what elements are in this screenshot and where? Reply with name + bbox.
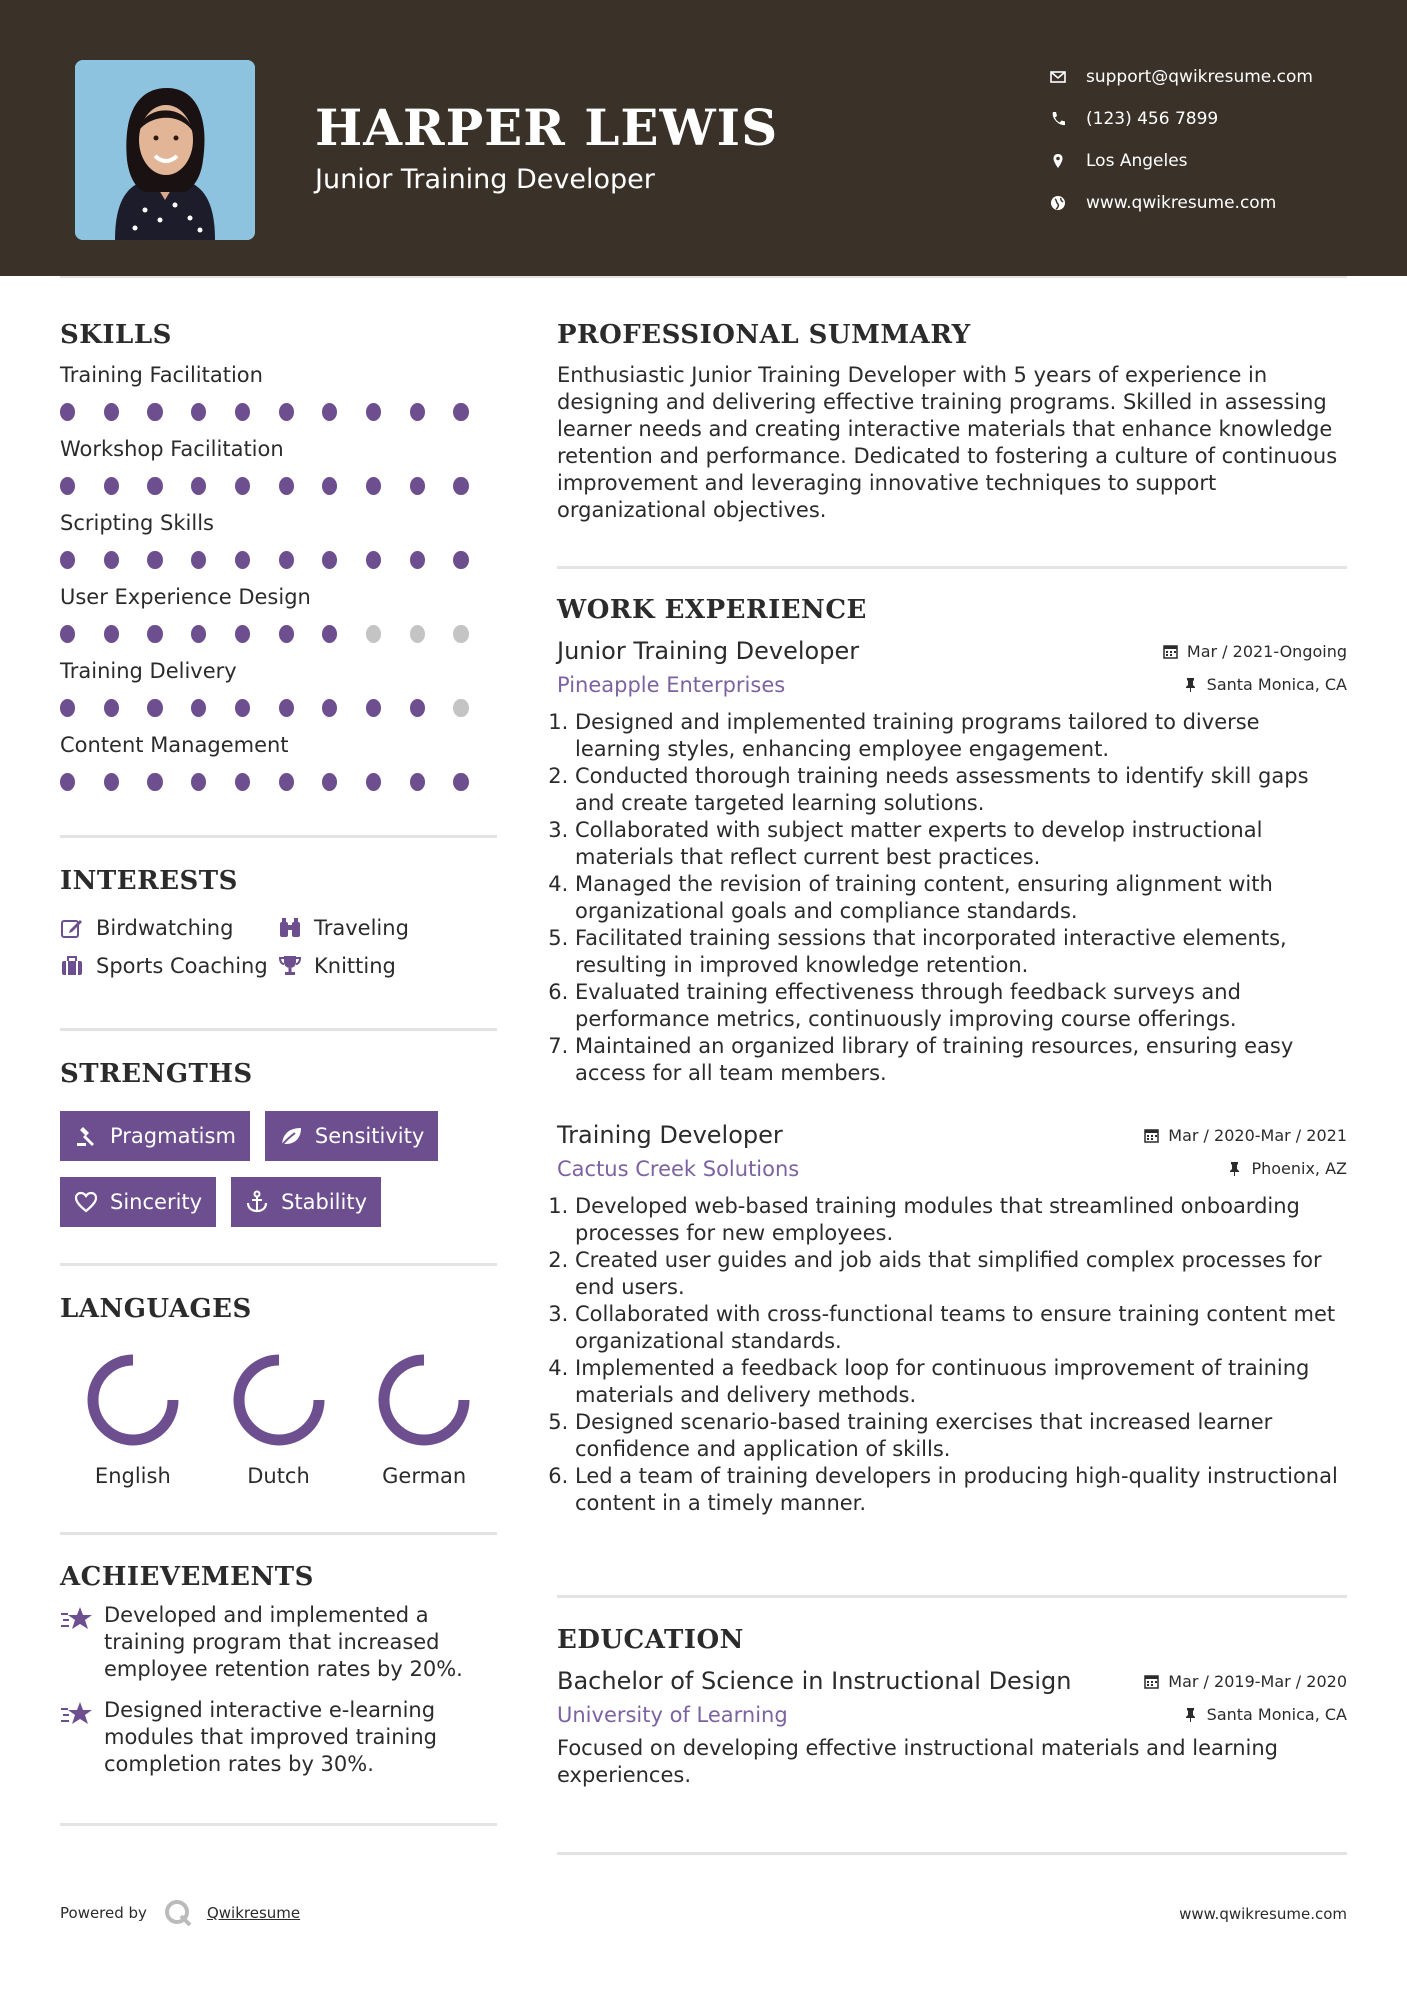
job-bullet: 2. Created user guides and job aids that simplified complex processes for end users.: [575, 1247, 1347, 1301]
skill-name: Scripting Skills: [60, 511, 214, 535]
skill-item: [60, 360, 497, 434]
strengths-section: [60, 1059, 497, 1227]
interest-item: [60, 916, 278, 940]
company-name: Pineapple Enterprises: [557, 673, 786, 697]
rating-dot-filled: [147, 551, 162, 569]
map-pin-icon: [1050, 153, 1086, 169]
rating-dot-filled: [453, 477, 468, 495]
job-location: [1227, 1159, 1347, 1178]
skill-item: [60, 434, 497, 508]
section-divider: [557, 1852, 1347, 1855]
rating-dot-filled: [410, 477, 425, 495]
profile-photo-image: [75, 60, 255, 240]
contact-phone-text: (123) 456 7899: [1086, 109, 1219, 129]
languages-heading: LANGUAGES: [60, 1294, 252, 1324]
job-bullet: 7. Maintained an organized library of training resources, ensuring easy access for all team members.: [575, 1033, 1347, 1087]
footer-branding: [60, 1898, 300, 1928]
language-name: German: [382, 1464, 467, 1488]
rating-dot-filled: [322, 773, 337, 791]
rating-dot-filled: [191, 699, 206, 717]
rating-dot-filled: [322, 699, 337, 717]
leaf-icon: [279, 1124, 303, 1148]
language-level-arc: [239, 1360, 319, 1440]
education-description: Focused on developing effective instructional materials and learning experiences.: [557, 1736, 1278, 1787]
education-head: [557, 1667, 1347, 1695]
job-title: Junior Training Developer: [557, 637, 860, 665]
languages-list: [60, 1352, 497, 1488]
rating-dot-filled: [410, 699, 425, 717]
rating-dot-empty: [366, 625, 381, 643]
rating-dot-filled: [366, 773, 381, 791]
education-location: [1183, 1705, 1347, 1724]
rating-dot-filled: [60, 477, 75, 495]
strength-label: Stability: [281, 1190, 368, 1214]
rating-dot-filled: [235, 625, 250, 643]
rating-dot-filled: [410, 551, 425, 569]
language-gauge: [231, 1352, 327, 1448]
rating-dot-filled: [60, 773, 75, 791]
interest-item: [278, 954, 478, 978]
envelope-icon: [1050, 69, 1086, 85]
contact-website[interactable]: [1050, 182, 1313, 224]
rating-dot-filled: [279, 403, 294, 421]
rating-dot-filled: [191, 773, 206, 791]
job-bullet: 4. Implemented a feedback loop for continuous improvement of training materials and delivery methods.: [575, 1355, 1347, 1409]
rating-dot-filled: [235, 699, 250, 717]
contact-phone[interactable]: [1050, 98, 1313, 140]
skill-name: Workshop Facilitation: [60, 437, 284, 461]
rating-dot-filled: [147, 477, 162, 495]
skill-rating: [60, 390, 497, 434]
star-award-icon: [60, 1604, 94, 1634]
company-name: Cactus Creek Solutions: [557, 1157, 800, 1181]
achievement-item: [60, 1697, 497, 1778]
rating-dot-filled: [235, 773, 250, 791]
contact-email[interactable]: [1050, 56, 1313, 98]
job-head: [557, 637, 1347, 665]
summary-section: [557, 320, 1347, 524]
resume-header: [0, 0, 1407, 276]
rating-dot-filled: [60, 699, 75, 717]
interest-item: [60, 954, 278, 978]
rating-dot-filled: [279, 477, 294, 495]
job-bullet: 1. Designed and implemented training programs tailored to diverse learning styles, enhancing employee engagement.: [575, 709, 1347, 763]
job-bullet: 5. Designed scenario-based training exercises that increased learner confidence and application of skills.: [575, 1409, 1347, 1463]
rating-dot-filled: [453, 551, 468, 569]
strengths-heading: STRENGTHS: [60, 1059, 253, 1089]
rating-dot-filled: [322, 551, 337, 569]
rating-dot-filled: [453, 403, 468, 421]
calendar-icon: [1144, 1674, 1159, 1689]
section-divider: [60, 1263, 497, 1266]
rating-dot-filled: [235, 403, 250, 421]
strength-tag: [60, 1111, 250, 1161]
language-item: [351, 1352, 497, 1488]
section-divider: [557, 566, 1347, 569]
rating-dot-filled: [322, 403, 337, 421]
powered-by-text: Powered by: [60, 1904, 147, 1922]
pencil-square-icon: [60, 916, 84, 940]
education-section: [557, 1625, 1347, 1789]
job-bullet: 3. Collaborated with cross-functional teams to ensure training content met organizational standards.: [575, 1301, 1347, 1355]
interest-label: Sports Coaching: [96, 954, 268, 978]
achievement-item: [60, 1602, 497, 1683]
calendar-icon: [1144, 1128, 1159, 1143]
strength-label: Sincerity: [110, 1190, 203, 1214]
binoculars-icon: [278, 916, 302, 940]
job-title: Training Developer: [557, 1121, 783, 1149]
skill-rating: [60, 464, 497, 508]
language-level-arc: [93, 1360, 173, 1440]
achievements-heading: ACHIEVEMENTS: [60, 1562, 314, 1592]
contact-location: [1050, 140, 1313, 182]
education-dates-text: Mar / 2019-Mar / 2020: [1168, 1672, 1347, 1691]
contact-location-text: Los Angeles: [1086, 151, 1188, 171]
job-entry: [557, 637, 1347, 1087]
education-heading: EDUCATION: [557, 1625, 744, 1655]
contact-website-text: www.qwikresume.com: [1086, 193, 1277, 213]
header-divider: [60, 276, 1347, 278]
skill-rating: [60, 538, 497, 582]
skill-rating: [60, 760, 497, 804]
section-divider: [60, 1028, 497, 1031]
rating-dot-filled: [191, 551, 206, 569]
job-bullets: [557, 1193, 1347, 1517]
skill-item: [60, 656, 497, 730]
calendar-icon: [1163, 644, 1178, 659]
job-dates-text: Mar / 2021-Ongoing: [1186, 642, 1347, 661]
rating-dot-filled: [104, 551, 119, 569]
skill-rating: [60, 686, 497, 730]
rating-dot-filled: [147, 403, 162, 421]
footer-site[interactable]: www.qwikresume.com: [1179, 1905, 1347, 1923]
rating-dot-filled: [191, 403, 206, 421]
rating-dot-filled: [235, 551, 250, 569]
school-name: University of Learning: [557, 1703, 788, 1727]
globe-icon: [1050, 195, 1086, 211]
summary-text: Enthusiastic Junior Training Developer with 5 years of experience in designing and delivering effective training programs. Skilled in assessing learner needs and creating interactive materials that enhance knowledge retention and performance. Dedicated to fostering a culture of continuous improvement and leveraging innovative techniques to support organizational objectives.: [557, 363, 1338, 522]
language-name: Dutch: [247, 1464, 310, 1488]
degree-title: Bachelor of Science in Instructional Design: [557, 1667, 1072, 1695]
education-location-text: Santa Monica, CA: [1206, 1705, 1347, 1724]
job-location-text: Phoenix, AZ: [1251, 1159, 1347, 1178]
rating-dot-filled: [60, 551, 75, 569]
rating-dot-filled: [235, 477, 250, 495]
rating-dot-filled: [147, 625, 162, 643]
rating-dot-filled: [279, 625, 294, 643]
interest-label: Knitting: [314, 954, 396, 978]
pushpin-icon: [1183, 1707, 1198, 1722]
rating-dot-empty: [453, 699, 468, 717]
anchor-icon: [245, 1190, 269, 1214]
languages-section: [60, 1294, 497, 1488]
skill-name: Training Delivery: [60, 659, 237, 683]
rating-dot-filled: [453, 773, 468, 791]
language-gauge: [85, 1352, 181, 1448]
rating-dot-filled: [104, 773, 119, 791]
skills-heading: SKILLS: [60, 320, 172, 350]
job-bullet: 5. Facilitated training sessions that incorporated interactive elements, resulting in improved knowledge retention.: [575, 925, 1347, 979]
job-bullet: 6. Evaluated training effectiveness through feedback surveys and performance metrics, continuously improving course offerings.: [575, 979, 1347, 1033]
achievement-text: Designed interactive e-learning modules that improved training completion rates by 30%.: [104, 1698, 437, 1776]
summary-heading: PROFESSIONAL SUMMARY: [557, 320, 971, 350]
section-divider: [557, 1595, 1347, 1598]
experience-section: [557, 595, 1347, 1517]
jobs-list: [557, 637, 1347, 1517]
achievements-section: [60, 1562, 497, 1778]
pushpin-icon: [1227, 1161, 1242, 1176]
education-sub: [557, 1703, 1347, 1727]
job-dates: [1144, 1126, 1347, 1145]
language-item: [206, 1352, 352, 1488]
rating-dot-filled: [147, 699, 162, 717]
rating-dot-filled: [191, 477, 206, 495]
job-entry: [557, 1121, 1347, 1517]
rating-dot-filled: [279, 551, 294, 569]
gavel-icon: [74, 1124, 98, 1148]
job-bullet: 6. Led a team of training developers in producing high-quality instructional content in a timely manner.: [575, 1463, 1347, 1517]
rating-dot-filled: [410, 403, 425, 421]
strength-tag: [231, 1177, 381, 1227]
rating-dot-filled: [60, 403, 75, 421]
skills-list: [60, 360, 497, 804]
star-award-icon: [60, 1699, 94, 1729]
phone-icon: [1050, 111, 1086, 127]
job-location-text: Santa Monica, CA: [1206, 675, 1347, 694]
language-name: English: [94, 1464, 171, 1488]
skill-rating: [60, 612, 497, 656]
rating-dot-filled: [104, 403, 119, 421]
strengths-list: [60, 1111, 500, 1227]
rating-dot-filled: [322, 477, 337, 495]
rating-dot-filled: [410, 773, 425, 791]
job-bullet: 1. Developed web-based training modules that streamlined onboarding processes for new employees.: [575, 1193, 1347, 1247]
contact-email-text: support@qwikresume.com: [1086, 67, 1313, 87]
strength-label: Sensitivity: [314, 1124, 425, 1148]
rating-dot-filled: [279, 699, 294, 717]
skill-item: [60, 582, 497, 656]
job-dates: [1163, 642, 1347, 661]
qwikresume-logo-icon: [163, 1898, 193, 1928]
language-gauge: [376, 1352, 472, 1448]
rating-dot-filled: [191, 625, 206, 643]
section-divider: [60, 1823, 497, 1826]
rating-dot-filled: [104, 699, 119, 717]
rating-dot-filled: [104, 625, 119, 643]
job-bullet: 2. Conducted thorough training needs assessments to identify skill gaps and create targeted learning solutions.: [575, 763, 1347, 817]
pushpin-icon: [1183, 677, 1198, 692]
experience-heading: WORK EXPERIENCE: [557, 595, 867, 625]
job-dates-text: Mar / 2020-Mar / 2021: [1168, 1126, 1347, 1145]
job-location: [1183, 675, 1347, 694]
section-divider: [60, 1532, 497, 1535]
rating-dot-filled: [279, 773, 294, 791]
strength-label: Pragmatism: [110, 1124, 236, 1148]
job-sub: [557, 1157, 1347, 1181]
section-divider: [60, 835, 497, 838]
skill-name: User Experience Design: [60, 585, 311, 609]
education-dates: [1144, 1672, 1347, 1691]
skill-item: [60, 730, 497, 804]
rating-dot-empty: [410, 625, 425, 643]
interest-item: [278, 916, 478, 940]
candidate-title: Junior Training Developer: [315, 164, 655, 195]
heart-icon: [74, 1190, 98, 1214]
job-bullet: 4. Managed the revision of training content, ensuring alignment with organizational goals and compliance standards.: [575, 871, 1347, 925]
skill-item: [60, 508, 497, 582]
rating-dot-filled: [366, 477, 381, 495]
briefcase-icon: [60, 954, 84, 978]
interests-section: [60, 866, 497, 978]
interest-label: Birdwatching: [96, 916, 234, 940]
candidate-name: HARPER LEWIS: [315, 98, 779, 157]
contact-list: [1050, 56, 1313, 224]
skill-name: Training Facilitation: [60, 363, 263, 387]
interests-heading: INTERESTS: [60, 866, 238, 896]
job-bullets: [557, 709, 1347, 1087]
trophy-icon: [278, 954, 302, 978]
language-level-arc: [384, 1360, 464, 1440]
rating-dot-filled: [366, 699, 381, 717]
left-column: [60, 320, 497, 804]
rating-dot-filled: [147, 773, 162, 791]
interests-list: [60, 916, 497, 978]
language-item: [60, 1352, 206, 1488]
job-bullet: 3. Collaborated with subject matter experts to develop instructional materials that reflect current best practices.: [575, 817, 1347, 871]
brand-link[interactable]: Qwikresume: [206, 1904, 301, 1922]
strength-tag: [60, 1177, 216, 1227]
profile-photo: [75, 60, 255, 240]
rating-dot-filled: [366, 551, 381, 569]
rating-dot-filled: [104, 477, 119, 495]
job-sub: [557, 673, 1347, 697]
rating-dot-filled: [366, 403, 381, 421]
interest-label: Traveling: [314, 916, 409, 940]
rating-dot-filled: [60, 625, 75, 643]
job-head: [557, 1121, 1347, 1149]
strength-tag: [265, 1111, 438, 1161]
skill-name: Content Management: [60, 733, 289, 757]
achievement-text: Developed and implemented a training program that increased employee retention rates by 20%.: [104, 1603, 463, 1681]
rating-dot-filled: [322, 625, 337, 643]
rating-dot-empty: [453, 625, 468, 643]
